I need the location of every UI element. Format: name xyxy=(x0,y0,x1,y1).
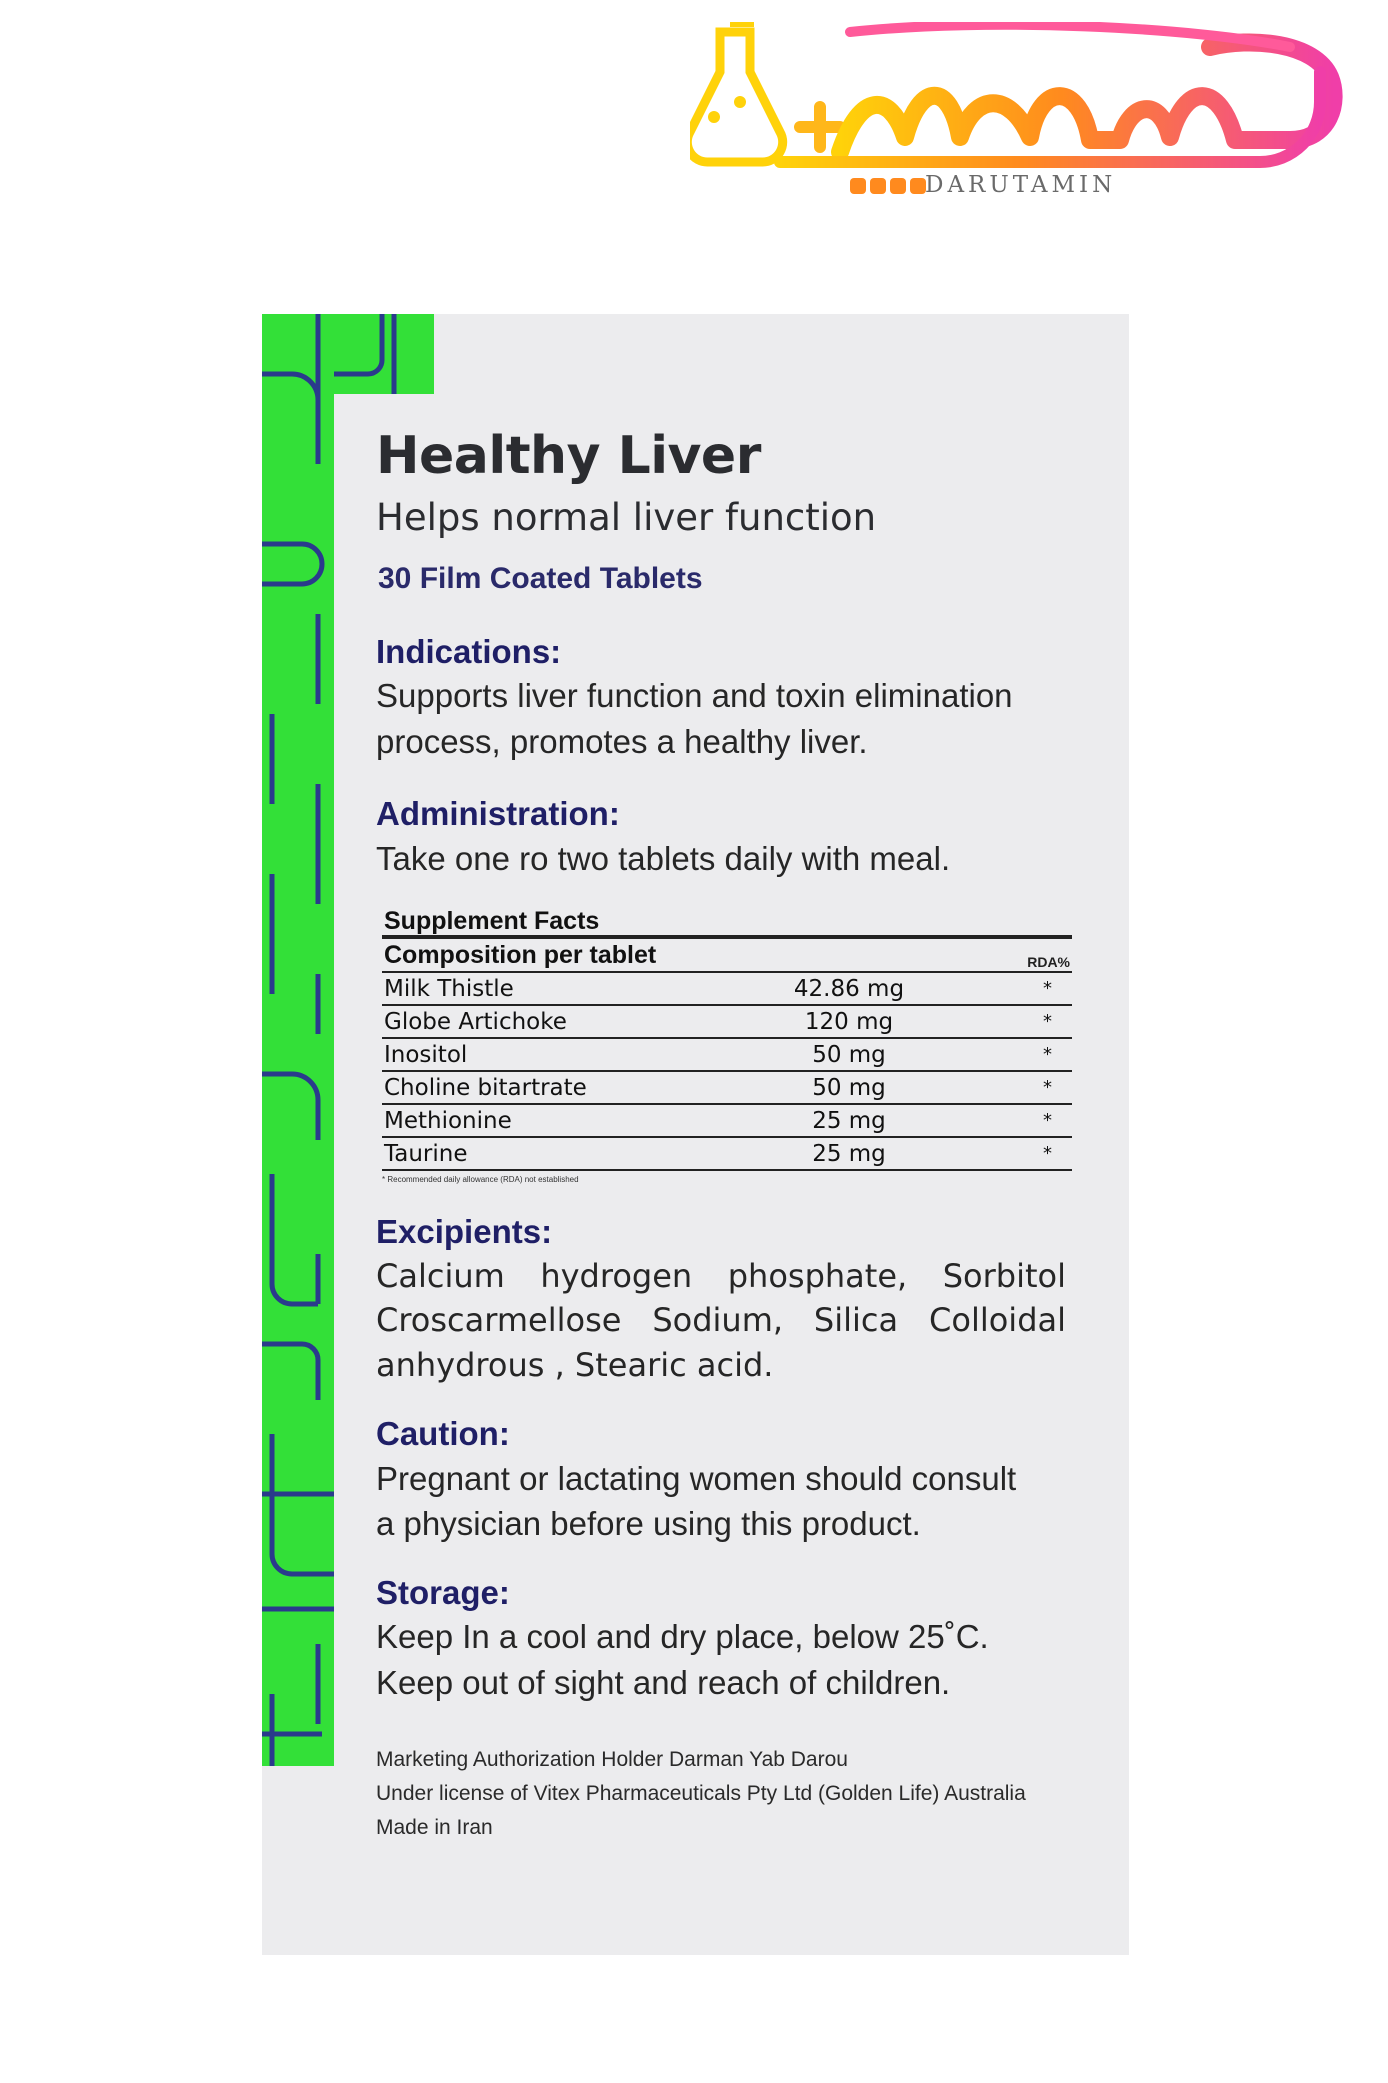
caution-text xyxy=(376,1456,1066,1547)
legal-line: Marketing Authorization Holder Darman Yab Darou xyxy=(376,1748,848,1772)
rda-header: RDA% xyxy=(1027,954,1070,971)
ingredient-name: Taurine xyxy=(384,1140,468,1167)
storage-text xyxy=(376,1614,1066,1705)
administration-text: Take one ro two tablets daily with meal. xyxy=(376,839,951,877)
ingredient-amount: 25 mg xyxy=(812,1107,886,1134)
ingredient-name: Milk Thistle xyxy=(384,975,514,1002)
strip-pattern-icon xyxy=(262,314,334,1766)
indications-text xyxy=(376,673,1066,764)
product-subtitle: Helps normal liver function xyxy=(376,496,877,540)
strip-top-pattern-icon xyxy=(334,314,434,394)
storage-line: Keep In a cool and dry place, below 25˚C. xyxy=(376,1618,989,1656)
decorative-green-strip-top xyxy=(334,314,434,394)
product-box-panel xyxy=(262,314,1129,1955)
ingredient-rda: * xyxy=(1043,978,1052,1000)
administration-section xyxy=(376,794,1066,881)
storage-line: Keep out of sight and reach of children. xyxy=(376,1663,951,1701)
ingredient-rda: * xyxy=(1043,1077,1052,1099)
indications-line: process, promotes a healthy liver. xyxy=(376,722,868,760)
ingredient-name: Choline bitartrate xyxy=(384,1074,587,1101)
supplement-facts-header xyxy=(382,935,1072,973)
table-row xyxy=(382,973,1072,1006)
excipients-heading: Excipients: xyxy=(376,1213,553,1251)
supplement-facts-title: Supplement Facts xyxy=(384,906,600,935)
product-title: Healthy Liver xyxy=(376,426,761,486)
composition-header: Composition per tablet xyxy=(384,941,657,970)
legal-line: Under license of Vitex Pharmaceuticals Pty Ltd (Golden Life) Australia xyxy=(376,1781,1026,1805)
excipients-section xyxy=(376,1212,1066,1388)
ingredient-name: Inositol xyxy=(384,1041,468,1068)
excipients-line: Calcium hydrogen phosphate, Sorbitol xyxy=(376,1256,1066,1295)
caution-line: a physician before using this product. xyxy=(376,1505,921,1543)
indications-line: Supports liver function and toxin elimination xyxy=(376,677,1013,715)
table-row xyxy=(382,1039,1072,1072)
ingredient-name: Methionine xyxy=(384,1107,512,1134)
ingredient-amount: 25 mg xyxy=(812,1140,886,1167)
brand-logo xyxy=(690,22,1350,212)
ingredient-amount: 50 mg xyxy=(812,1041,886,1068)
indications-heading: Indications: xyxy=(376,632,562,670)
table-row xyxy=(382,1072,1072,1105)
excipients-line: Croscarmellose Sodium, Silica Colloidal xyxy=(376,1301,1066,1340)
storage-heading: Storage: xyxy=(376,1573,510,1611)
table-row xyxy=(382,1138,1072,1171)
caution-heading: Caution: xyxy=(376,1415,510,1452)
excipients-line: anhydrous , Stearic acid. xyxy=(376,1346,774,1385)
logo-subtext: DARUTAMIN xyxy=(925,172,1117,198)
ingredient-amount: 50 mg xyxy=(812,1074,886,1101)
legal-info xyxy=(376,1743,1066,1844)
ingredient-rda: * xyxy=(1043,1044,1052,1066)
caution-section xyxy=(376,1414,1066,1547)
ingredient-rda: * xyxy=(1043,1011,1052,1033)
ingredient-amount: 120 mg xyxy=(804,1008,894,1035)
ingredient-amount: 42.86 mg xyxy=(793,975,905,1002)
supplement-facts-table xyxy=(382,908,1072,1185)
storage-section xyxy=(376,1573,1066,1706)
ingredient-name: Globe Artichoke xyxy=(384,1008,567,1035)
label-content xyxy=(376,426,1070,1844)
rda-footnote: * Recommended daily allowance (RDA) not established xyxy=(382,1175,579,1185)
caution-line: Pregnant or lactating women should consult xyxy=(376,1459,1017,1497)
administration-heading: Administration: xyxy=(376,795,620,833)
pack-count: 30 Film Coated Tablets xyxy=(378,561,703,595)
excipients-text xyxy=(376,1254,1066,1388)
decorative-green-strip xyxy=(262,314,334,1766)
ingredient-rda: * xyxy=(1043,1143,1052,1165)
ingredient-rda: * xyxy=(1043,1110,1052,1132)
legal-line: Made in Iran xyxy=(376,1815,493,1839)
indications-section xyxy=(376,632,1066,765)
table-row xyxy=(382,1006,1072,1039)
table-row xyxy=(382,1105,1072,1138)
